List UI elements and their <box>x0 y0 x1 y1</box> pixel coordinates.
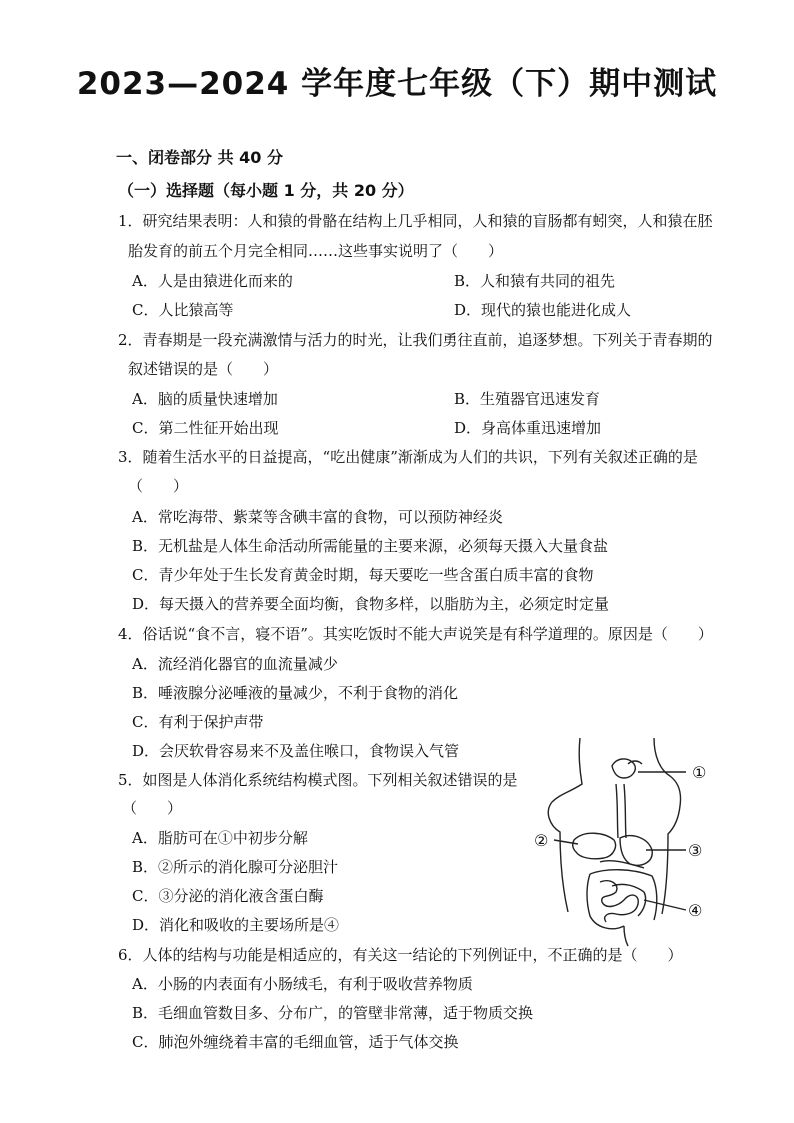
option-d: D．每天摄入的营养要全面均衡，食物多样，以脂肪为主，必须定时定量 <box>132 595 610 613</box>
question-stem: 5．如图是人体消化系统结构模式图。下列相关叙述错误的是 <box>118 771 518 789</box>
option-b: B．生殖器官迅速发育 <box>454 390 601 408</box>
option-d: D．现代的猿也能进化成人 <box>454 301 632 319</box>
question-stem: 6．人体的结构与功能是相适应的，有关这一结论的下列例证中，不正确的是（ ） <box>118 946 683 964</box>
subsection-heading: （一）选择题（每小题 1 分，共 20 分） <box>118 181 414 200</box>
question-stem: 4．俗话说“食不言，寝不语”。其实吃饭时不能大声说笑是有科学道理的。原因是（ ） <box>118 625 713 643</box>
question-stem-cont: 胎发育的前五个月完全相同……这些事实说明了（ ） <box>128 242 504 260</box>
option-a: A．脂肪可在①中初步分解 <box>132 829 308 847</box>
page-title: 2023—2024 学年度七年级（下）期中测试 <box>76 66 718 102</box>
question-stem: 2．青春期是一段充满激情与活力的时光，让我们勇往直前，追逐梦想。下列关于青春期的 <box>118 331 713 349</box>
option-c: C．第二性征开始出现 <box>132 419 279 437</box>
option-b: B．无机盐是人体生命活动所需能量的主要来源，必须每天摄入大量食盐 <box>132 537 609 555</box>
question-stem: 3．随着生活水平的日益提高，“吃出健康”渐渐成为人们的共识，下列有关叙述正确的是 <box>118 448 698 466</box>
option-c: C．青少年处于生长发育黄金时期，每天要吃一些含蛋白质丰富的食物 <box>132 566 594 584</box>
question-stem: 1．研究结果表明：人和猿的骨骼在结构上几乎相同，人和猿的盲肠都有蚓突，人和猿在胚 <box>118 212 713 230</box>
option-a: A．流经消化器官的血流量减少 <box>132 655 338 673</box>
option-c: C．人比猿高等 <box>132 301 234 319</box>
option-b: B．人和猿有共同的祖先 <box>454 272 616 290</box>
digestive-system-figure <box>520 736 720 948</box>
question-stem-cont: 叙述错误的是（ ） <box>128 360 279 378</box>
question-stem-cont: （ ） <box>128 477 189 495</box>
figure-label-1: ① <box>692 763 707 782</box>
option-c: C．③分泌的消化液含蛋白酶 <box>132 887 324 905</box>
question-stem-cont: （ ） <box>122 799 183 817</box>
option-b: B．②所示的消化腺可分泌胆汁 <box>132 858 339 876</box>
option-c: C．有利于保护声带 <box>132 713 264 731</box>
option-d: D．会厌软骨容易来不及盖住喉口，食物误入气管 <box>132 742 460 760</box>
figure-label-3: ③ <box>688 841 703 860</box>
option-c: C．肺泡外缠绕着丰富的毛细血管，适于气体交换 <box>132 1033 459 1051</box>
option-a: A．脑的质量快速增加 <box>132 390 278 408</box>
option-a: A．常吃海带、紫菜等含碘丰富的食物，可以预防神经炎 <box>132 508 503 526</box>
option-b: B．毛细血管数目多、分布广，的管壁非常薄，适于物质交换 <box>132 1004 534 1022</box>
option-d: D．消化和吸收的主要场所是④ <box>132 916 340 934</box>
option-a: A．人是由猿进化而来的 <box>132 272 293 290</box>
option-d: D．身高体重迅速增加 <box>454 419 602 437</box>
option-a: A．小肠的内表面有小肠绒毛，有利于吸收营养物质 <box>132 975 473 993</box>
option-b: B．唾液腺分泌唾液的量减少，不利于食物的消化 <box>132 684 459 702</box>
figure-label-4: ④ <box>688 901 703 920</box>
figure-label-2: ② <box>534 831 549 850</box>
section-heading: 一、闭卷部分 共 40 分 <box>116 148 283 167</box>
